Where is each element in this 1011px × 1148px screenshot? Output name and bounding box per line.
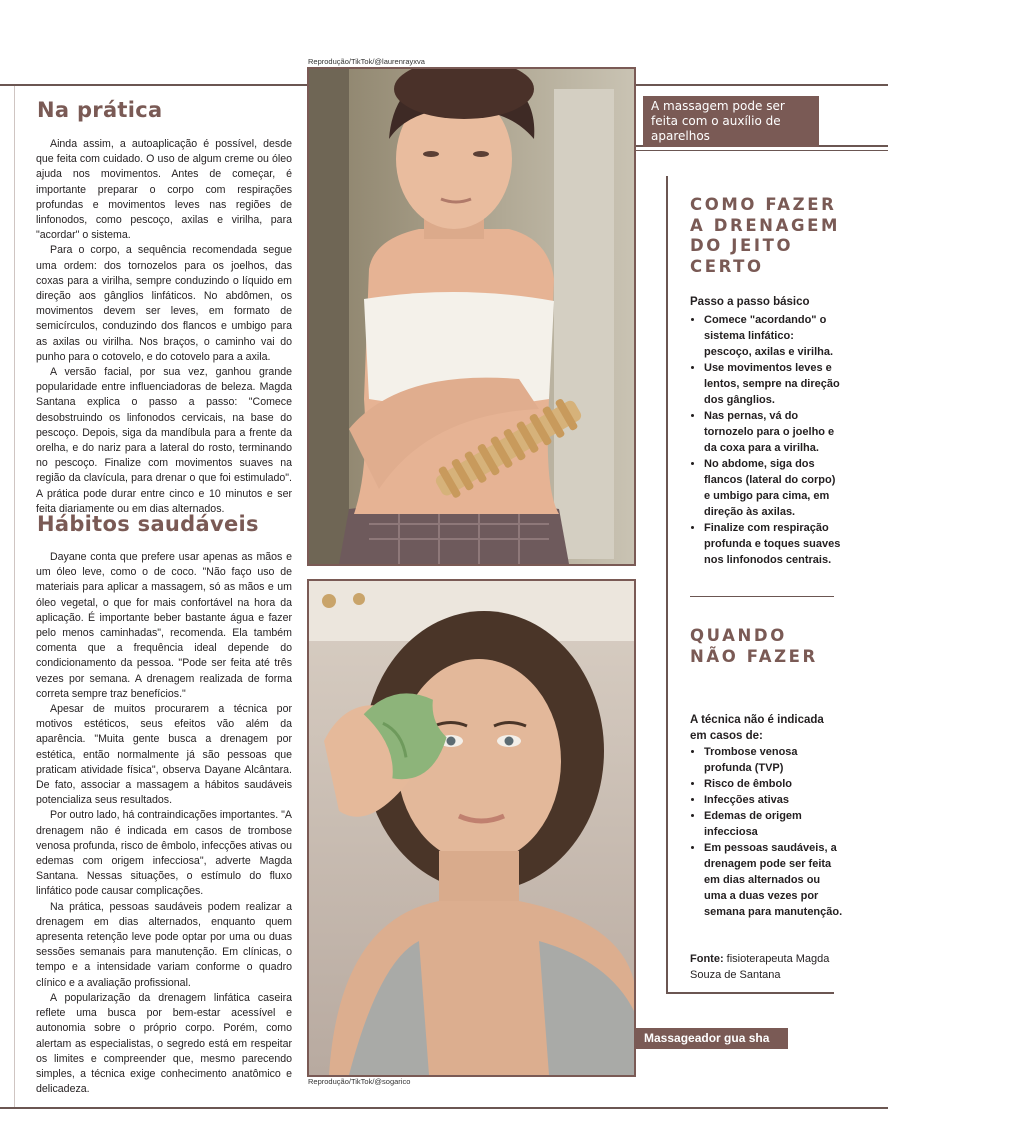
title-line: DO JEITO bbox=[690, 236, 794, 255]
paragraph: Dayane conta que prefere usar apenas as mãos e um óleo leve, como o de coco. "Não faço uso de materiais para aplicar a massagem, só as mãos e um óleo vegetal, o que for mais confortável na hora da aplicação. É importante beber bastante água e fazer pelo menos caminhadas", recomenda. Ela também comenta que a frequência ideal depende do condicionamento da pessoa. "Pode ser feita até três vezes por semana. A drenagem realizada de forma correta sempre traz benefícios." bbox=[36, 551, 292, 700]
bottom-rule bbox=[0, 1107, 888, 1109]
top-rule-right bbox=[636, 84, 888, 86]
photo-gua-sha-massage bbox=[307, 579, 636, 1077]
photo-illustration bbox=[309, 581, 634, 1075]
photo-wooden-roller-massage bbox=[307, 67, 636, 566]
left-vertical-rule bbox=[14, 86, 15, 1107]
box2-subtitle: A técnica não é indicada em casos de: bbox=[690, 714, 824, 742]
box-title-quando-nao-fazer bbox=[690, 626, 818, 667]
box2-contraindications-list bbox=[690, 744, 844, 920]
photo-credit-bottom: Reprodução/TikTok/@sogarico bbox=[308, 1077, 411, 1086]
top-rule-left bbox=[0, 84, 307, 86]
paragraph: A versão facial, por sua vez, ganhou grande popularidade entre influenciadoras de beleza. Magda Santana explica o passo a passo: "Comece desobstruindo os linfonodos cervicais, na base do pescoço. Depois, siga da mandíbula para a frente da orelha, e do nariz para a lateral do rosto, terminando no pescoço. Finalize com movimentos suaves na região da clavícula, para drenar o que foi estimulado". A prática pode durar entre cinco e 10 minutos e ser feita diariamente ou em dias alternados. bbox=[36, 366, 292, 515]
section1-body bbox=[36, 137, 292, 517]
photo-credit-top: Reprodução/TikTok/@laurenrayxva bbox=[308, 57, 425, 66]
title-line: A DRENAGEM bbox=[690, 215, 840, 235]
list-item: • Comece "acordando" o sistema linfático: pescoço, axilas e virilha. bbox=[704, 312, 844, 360]
source-label: Fonte: bbox=[690, 953, 724, 965]
list-item: • No abdome, siga dos flancos (lateral do corpo) e umbigo para cima, em direção às axilas. bbox=[704, 456, 844, 520]
title-line: NÃO FAZER bbox=[690, 646, 818, 666]
list-item: • Edemas de origem infecciosa bbox=[704, 808, 844, 840]
section-heading-na-pratica: Na prática bbox=[37, 98, 163, 122]
right-rule-2 bbox=[636, 150, 888, 151]
box-bottom-border bbox=[666, 992, 834, 994]
title-line: CERTO bbox=[690, 256, 764, 276]
paragraph: Apesar de muitos procurarem a técnica por motivos estéticos, seus efeitos vão além da aparência. "Muita gente busca a drenagem por estética, então normalmente já são pessoas que praticam atividade física", observa Dayane Alcântara. De fato, associar a massagem a hábitos saudáveis potencializa seus resultados. bbox=[36, 703, 292, 807]
box1-subtitle: Passo a passo básico bbox=[690, 296, 810, 308]
list-item: • Em pessoas saudáveis, a drenagem pode ser feita em dias alternados ou uma a duas vezes por semana para manutenção. bbox=[704, 840, 844, 920]
source-text: fisioterapeuta Magda Souza de Santana bbox=[690, 953, 830, 981]
photo-illustration bbox=[309, 69, 634, 564]
paragraph: Ainda assim, a autoaplicação é possível, desde que feita com cuidado. O uso de algum creme ou óleo ajuda nos movimentos. Antes de começar, é importante preparar o corpo com respirações profundas e movimentos leves nas regiões de linfonodos, como pescoço, axilas e virilha, para "acordar" o sistema. bbox=[36, 138, 292, 242]
list-item: • Use movimentos leves e lentos, sempre na direção dos gânglios. bbox=[704, 360, 844, 408]
paragraph: Por outro lado, há contraindicações importantes. "A drenagem não é indicada em casos de trombose venosa profunda, risco de êmbolo, infecções ativas ou edemas com origem infecciosa", adverte Magda Santana. Nessas situações, o estímulo do fluxo linfático pode causar complicações. bbox=[36, 809, 292, 898]
paragraph: Para o corpo, a sequência recomendada segue uma ordem: dos tornozelos para os joelhos, das coxas para a virilha, sempre conduzindo o líquido em direção aos gânglios linfáticos. No abdômen, os movimentos devem ser leves, em formato de semicírculos, conduzindo dos flancos e umbigo para as axilas ou virilha. Nos braços, o caminho vai do punho para o cotovelo, e do cotovelo para a axila. bbox=[36, 244, 292, 363]
title-line: COMO FAZER bbox=[690, 195, 837, 214]
box-middle-divider bbox=[690, 596, 834, 597]
list-item: • Nas pernas, vá do tornozelo para o joelho e da coxa para a virilha. bbox=[704, 408, 844, 456]
paragraph: A popularização da drenagem linfática caseira reflete uma busca por bem-estar acessível e autonomia sobre o próprio corpo. Porém, como alertam as especialistas, o segredo está em respeitar os limites e compreender que, mesmo parecendo simples, a técnica exige conhecimento anatômico e delicadeza. bbox=[36, 991, 292, 1096]
list-item: • Risco de êmbolo bbox=[704, 776, 844, 792]
box1-steps-list bbox=[690, 312, 844, 568]
caption-top-photo: A massagem pode ser feita com o auxílio de aparelhos bbox=[643, 96, 819, 147]
section-heading-habitos-saudaveis: Hábitos saudáveis bbox=[37, 512, 259, 536]
box2-source bbox=[690, 951, 830, 983]
list-item: • Trombose venosa profunda (TVP) bbox=[704, 744, 844, 776]
section2-body bbox=[36, 550, 292, 1097]
list-item: • Finalize com respiração profunda e toques suaves nos linfonodos centrais. bbox=[704, 520, 844, 568]
box-left-border bbox=[666, 176, 668, 994]
paragraph: Na prática, pessoas saudáveis podem realizar a drenagem em dias alternados, enquanto quem apresenta retenção leve pode optar por uma ou duas sessões semanais para manutenção. Em clínicas, o tempo e a intensidade variam conforme o quadro clínico e a avaliação profissional. bbox=[36, 900, 292, 989]
box-title-como-fazer bbox=[690, 195, 840, 277]
list-item: • Infecções ativas bbox=[704, 792, 844, 808]
caption-bottom-photo: Massageador gua sha bbox=[636, 1028, 788, 1049]
title-line: QUANDO bbox=[690, 626, 787, 645]
